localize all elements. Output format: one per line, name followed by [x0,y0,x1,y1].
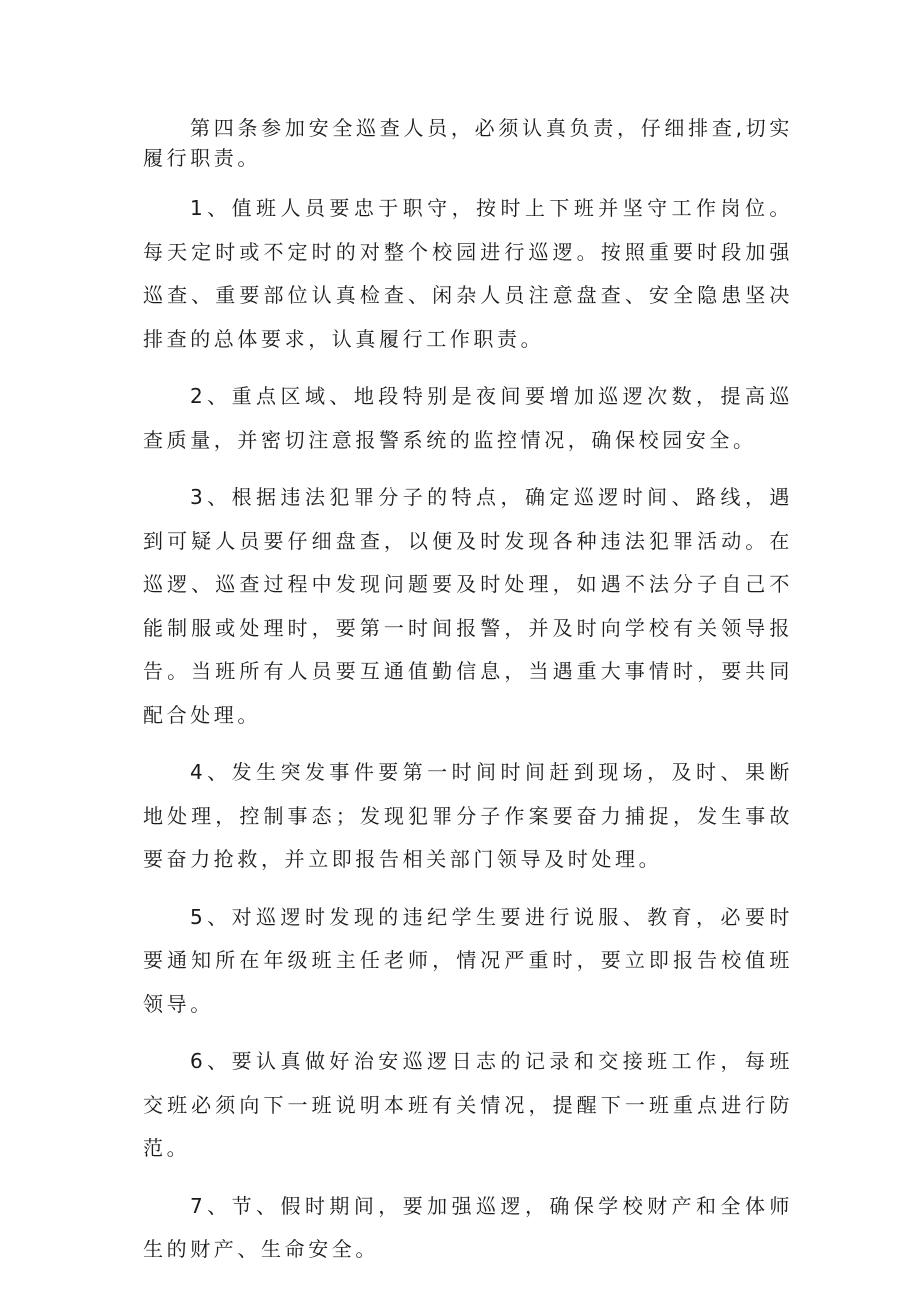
clause-2: 2、重点区域、地段特别是夜间要增加巡逻次数，提高巡查质量，并密切注意报警系统的监控情况，确保校园安全。 [143,384,793,452]
clause-5: 5、对巡逻时发现的违纪学生要进行说服、教育，必要时要通知所在年级班主任老师，情况严重时，要立即报告校值班领导。 [143,904,793,1016]
clause-3: 3、根据违法犯罪分子的特点，确定巡逻时间、路线，遇到可疑人员要仔细盘查，以便及时发现各种违法犯罪活动。在巡逻、巡查过程中发现问题要及时处理，如遇不法分子自己不能制服或处理时，要第一时间报警，并及时向学校有关领导报告。当班所有人员要互通值勤信息，当遇重大事情时，要共同配合处理。 [143,485,793,727]
clause-6: 6、要认真做好治安巡逻日志的记录和交接班工作，每班交班必须向下一班说明本班有关情况，提醒下一班重点进行防范。 [143,1049,793,1160]
clause-7: 7、节、假时期间，要加强巡逻，确保学校财产和全体师生的财产、生命安全。 [143,1193,793,1261]
document-body [143,113,793,1272]
clause-4: 4、发生突发事件要第一时间时间赶到现场，及时、果断地处理，控制事态；发现犯罪分子作案要奋力捕捉，发生事故要奋力抢救，并立即报告相关部门领导及时处理。 [143,760,793,871]
clause-1: 1、值班人员要忠于职守，按时上下班并坚守工作岗位。每天定时或不定时的对整个校园进行巡逻。按照重要时段加强巡查、重要部位认真检查、闲杂人员注意盘查、安全隐患坚决排查的总体要求，认真履行工作职责。 [143,196,793,351]
article-4-heading: 第四条参加安全巡查人员，必须认真负责，仔细排查,切实履行职责。 [143,116,793,170]
